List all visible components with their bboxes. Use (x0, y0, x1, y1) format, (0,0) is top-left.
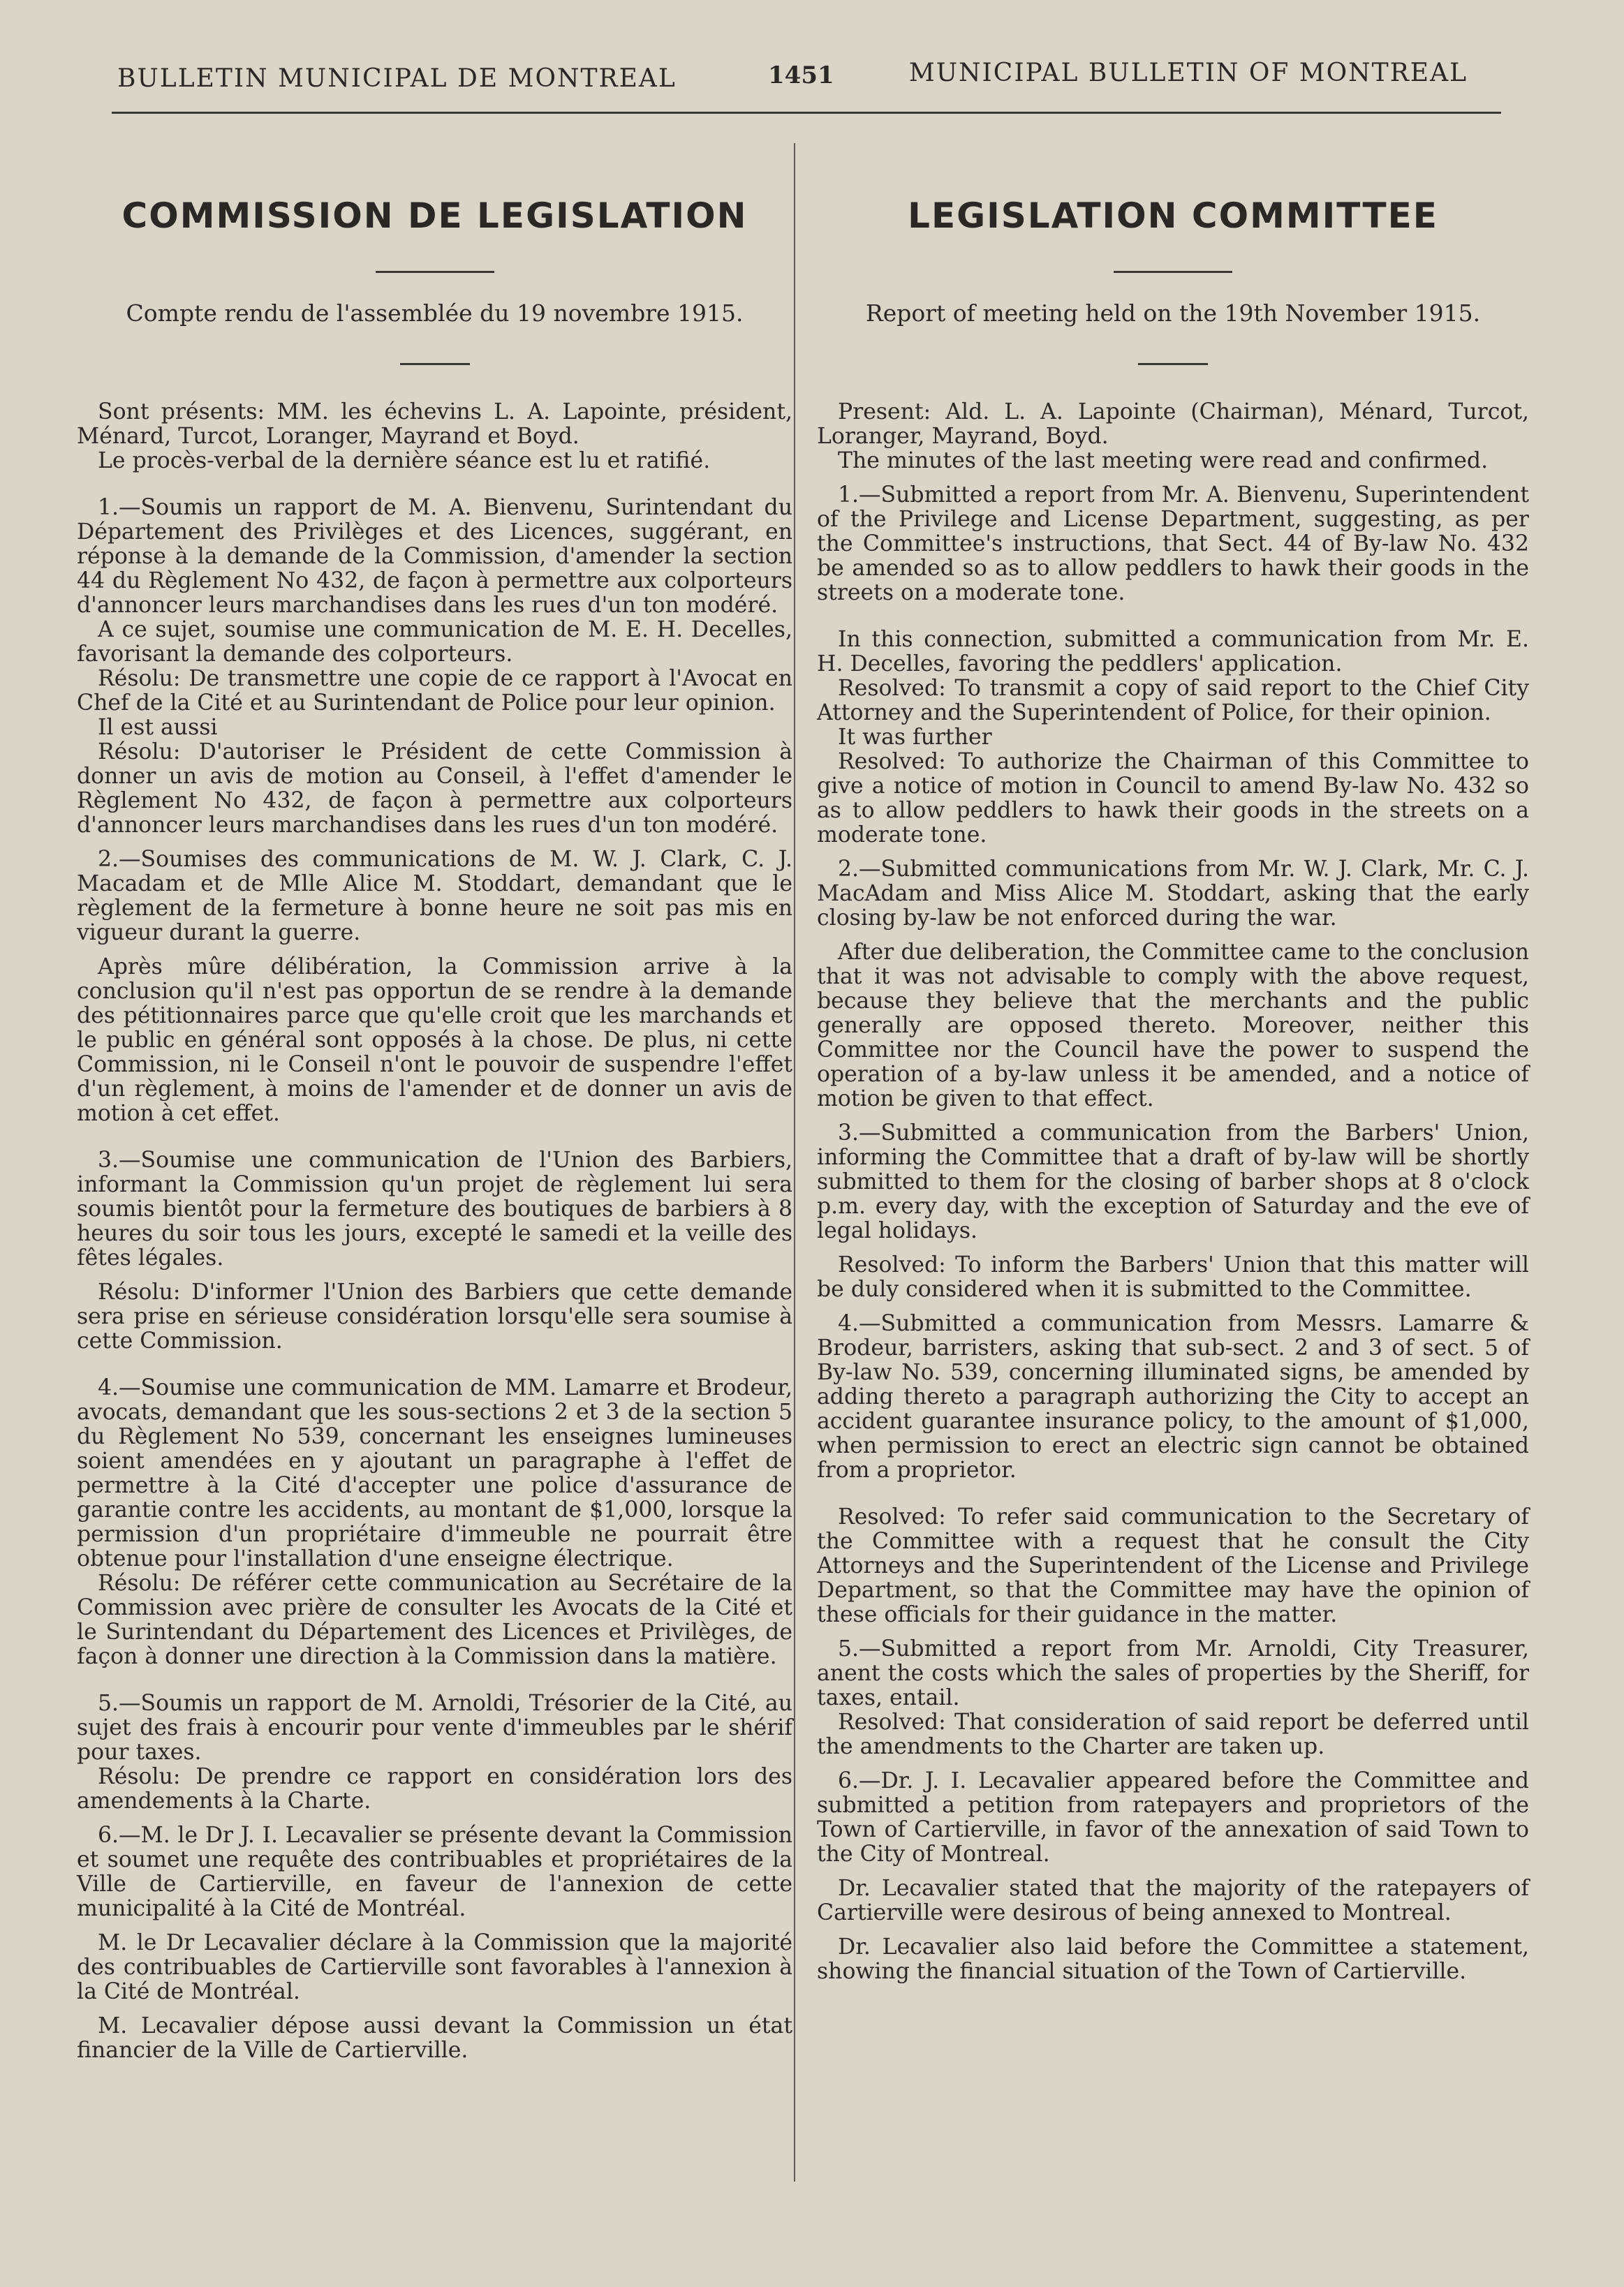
english-body (817, 400, 1529, 1984)
french-title: COMMISSION DE LEGISLATION (121, 195, 748, 236)
paragraph: The minutes of the last meeting were read and confirmed. (838, 448, 1489, 473)
french-column (77, 175, 792, 2063)
paragraph: Resolved: To transmit a copy of said report to the Chief City Attorney and the Superintendent of Police, for their opinion. (817, 676, 1529, 725)
paragraph: 5.—Soumis un rapport de M. Arnoldi, Trésorier de la Cité, au sujet des frais à encourir pour vente d'immeubles par le shérif pour taxes. (77, 1691, 792, 1765)
paragraph: 3.—Submitted a communication from the Barbers' Union, informing the Committee that a draft of by-law will be shortly submitted to them for the closing of barber shops at 8 o'clock p.m. every day, with the exception of Saturday and the eve of legal holidays. (817, 1120, 1529, 1243)
paragraph: Present: Ald. L. A. Lapointe (Chairman), Ménard, Turcot, Loranger, Mayrand, Boyd. (817, 399, 1529, 449)
paragraph: 5.—Submitted a report from Mr. Arnoldi, City Treasurer, anent the costs which the sales of properties by the Sheriff, for taxes, entail. (817, 1636, 1529, 1710)
english-title: LEGISLATION COMMITTEE (908, 195, 1438, 236)
paragraph: 6.—M. le Dr J. I. Lecavalier se présente devant la Commission et soumet une requête des contribuables et propriétaires de la Ville de Cartierville, en faveur de l'annexion de cette municipalité à la Cité de Montréal. (77, 1823, 792, 1921)
paragraph: It was further (838, 725, 992, 750)
paragraph: 2.—Soumises des communications de M. W. J. Clark, C. J. Macadam et de Mlle Alice M. Stoddart, demandant que le règlement de la fermeture à bonne heure ne soit pas mis en vigueur durant la guerre. (77, 847, 792, 945)
header-rule (112, 112, 1501, 114)
paragraph: Résolu: De référer cette communication au Secrétaire de la Commission avec prière de consulter les Avocats de la Cité et le Surintendant du Département des Licences et Privilèges, de façon à donner une direction à la Commission dans la matière. (77, 1571, 792, 1669)
paragraph: 2.—Submitted communications from Mr. W. J. Clark, Mr. C. J. MacAdam and Miss Alice M. Stoddart, asking that the early closing by-law be not enforced during the war. (817, 857, 1529, 931)
paragraph: Resolved: That consideration of said report be deferred until the amendments to the Charter are taken up. (817, 1710, 1529, 1759)
english-subtitle: Report of meeting held on the 19th November 1915. (865, 299, 1481, 327)
page-number: 1451 (768, 61, 834, 89)
paragraph: Resolved: To authorize the Chairman of this Committee to give a notice of motion in Council to amend By-law No. 432 so as to allow peddlers to hawk their goods in the streets on a moderate tone. (817, 749, 1529, 848)
paragraph: M. le Dr Lecavalier déclare à la Commission que la majorité des contribuables de Cartierville sont favorables à l'annexion à la Cité de Montréal. (77, 1930, 792, 2004)
paragraph: Résolu: De prendre ce rapport en considération lors des amendements à la Charte. (77, 1764, 792, 1814)
paragraph: Resolved: To inform the Barbers' Union that this matter will be duly considered when it is submitted to the Committee. (817, 1252, 1529, 1302)
paragraph: 1.—Submitted a report from Mr. A. Bienvenu, Superintendent of the Privilege and License Department, suggesting, as per the Committee's instructions, that Sect. 44 of By-law No. 432 be amended so as to allow peddlers to hawk their goods in the streets on a moderate tone. (817, 482, 1529, 605)
paragraph: 6.—Dr. J. I. Lecavalier appeared before the Committee and submitted a petition from ratepayers and proprietors of the Town of Cartierville, in favor of the annexation of said Town to the City of Montreal. (817, 1768, 1529, 1867)
subtitle-rule (1138, 363, 1208, 365)
header-french-title: BULLETIN MUNICIPAL DE MONTREAL (117, 64, 677, 93)
subtitle-rule (400, 363, 470, 365)
english-column (817, 175, 1529, 1984)
french-body (77, 400, 792, 2063)
paragraph: Le procès-verbal de la dernière séance est lu et ratifié. (98, 448, 711, 473)
paragraph: Sont présents: MM. les échevins L. A. Lapointe, président, Ménard, Turcot, Loranger, Mayrand et Boyd. (77, 399, 792, 449)
paragraph: A ce sujet, soumise une communication de M. E. H. Decelles, favorisant la demande des colporteurs. (77, 617, 792, 667)
paragraph: Il est aussi (98, 715, 218, 740)
title-rule (376, 271, 494, 273)
paragraph: 1.—Soumis un rapport de M. A. Bienvenu, Surintendant du Département des Privilèges et des Licences, suggérant, en réponse à la demande de la Commission, d'amender la section 44 du Règlement No 432, de façon à permettre aux colporteurs d'annoncer leurs marchandises dans les rues d'un ton modéré. (77, 495, 792, 618)
page-header (112, 56, 1473, 105)
title-rule (1114, 271, 1232, 273)
paragraph: Dr. Lecavalier stated that the majority of the ratepayers of Cartierville were desirous of being annexed to Montreal. (817, 1876, 1529, 1925)
paragraph: After due deliberation, the Committee came to the conclusion that it was not advisable to comply with the above request, because they believe that the merchants and the public generally are opposed thereto. Moreover, neither this Committee nor the Council have the power to suspend the operation of a by-law unless it be amended, and a notice of motion be given to that effect. (817, 940, 1529, 1111)
paragraph: 4.—Submitted a communication from Messrs. Lamarre & Brodeur, barristers, asking that sub-sect. 2 and 3 of sect. 5 of By-law No. 539, concerning illuminated signs, be amended by adding thereto a paragraph authorizing the City to accept an accident guarantee insurance policy, to the amount of $1,000, when permission to erect an electric sign cannot be obtained from a proprietor. (817, 1311, 1529, 1483)
paragraph: Résolu: D'informer l'Union des Barbiers que cette demande sera prise en sérieuse considération lorsqu'elle sera soumise à cette Commission. (77, 1280, 792, 1354)
paragraph: In this connection, submitted a communication from Mr. E. H. Decelles, favoring the peddlers' application. (817, 627, 1529, 676)
paragraph: Dr. Lecavalier also laid before the Committee a statement, showing the financial situation of the Town of Cartierville. (817, 1934, 1529, 1984)
french-subtitle: Compte rendu de l'assemblée du 19 novembre 1915. (126, 299, 744, 327)
paragraph: M. Lecavalier dépose aussi devant la Commission un état financier de la Ville de Cartierville. (77, 2013, 792, 2063)
paragraph: 3.—Soumise une communication de l'Union des Barbiers, informant la Commission qu'un projet de règlement lui sera soumis bientôt pour la fermeture des boutiques de barbiers à 8 heures du soir tous les jours, excepté le samedi et la veille des fêtes légales. (77, 1148, 792, 1271)
paragraph: Résolu: De transmettre une copie de ce rapport à l'Avocat en Chef de la Cité et au Surintendant de Police pour leur opinion. (77, 666, 792, 716)
paragraph: Après mûre délibération, la Commission arrive à la conclusion qu'il n'est pas opportun de se rendre à la demande des pétitionnaires parce que qu'elle croit que les marchands et le public en général sont opposés à la chose. De plus, ni cette Commission, ni le Conseil n'ont le pouvoir de suspendre l'effet d'un règlement, à moins de l'amender et de donner un avis de motion à cet effet. (77, 954, 792, 1126)
paragraph: 4.—Soumise une communication de MM. Lamarre et Brodeur, avocats, demandant que les sous-sections 2 et 3 de la section 5 du Règlement No 539, concernant les enseignes lumineuses soient amendées en y ajoutant un paragraphe à l'effet de permettre à la Cité d'accepter une police d'assurance de garantie contre les accidents, au montant de $1,000, lorsque la permission d'un propriétaire d'immeuble ne pourrait être obtenue pour l'installation d'une enseigne électrique. (77, 1375, 792, 1571)
paragraph: Resolved: To refer said communication to the Secretary of the Committee with a request that he consult the City Attorneys and the Superintendent of the License and Privilege Department, so that the Committee may have the opinion of these officials for their guidance in the matter. (817, 1504, 1529, 1627)
column-divider (794, 143, 795, 2182)
header-english-title: MUNICIPAL BULLETIN OF MONTREAL (908, 59, 1468, 87)
paragraph: Résolu: D'autoriser le Président de cette Commission à donner un avis de motion au Conseil, à l'effet d'amender le Règlement No 432, de façon à permettre aux colporteurs d'annoncer leurs marchandises dans les rues d'un ton modéré. (77, 739, 792, 838)
